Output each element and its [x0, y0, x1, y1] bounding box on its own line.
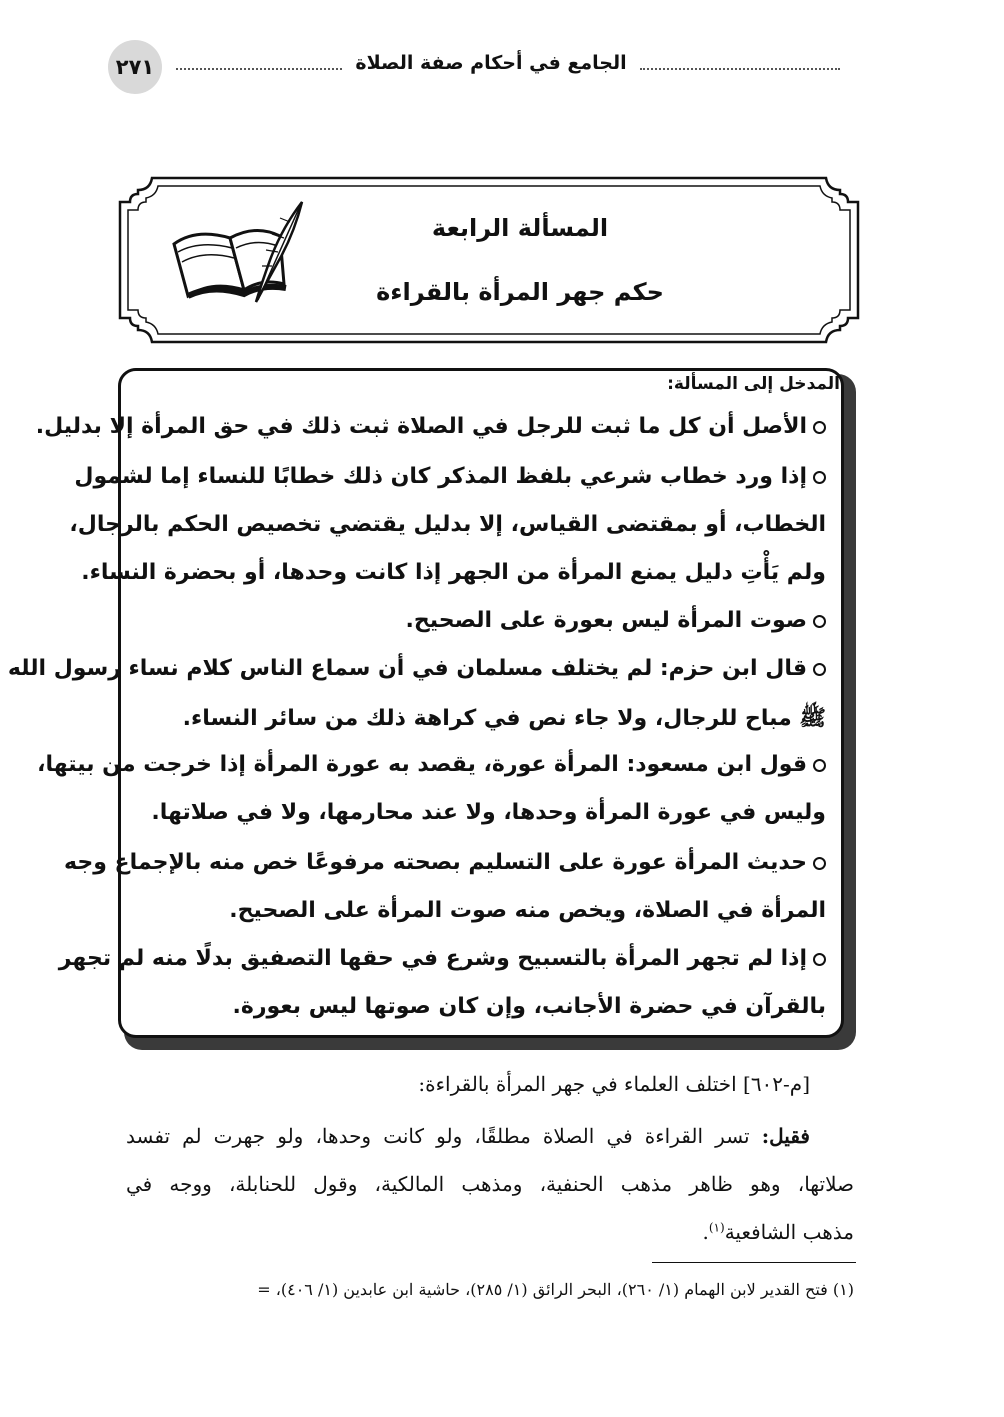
intro-point: صوت المرأة ليس بعورة على الصحيح. [136, 608, 826, 644]
circle-bullet-icon [813, 471, 826, 484]
intro-line: ﷺ مباح للرجال، ولا جاء نص في كراهة ذلك من سائر النساء. [182, 706, 826, 731]
book-quill-icon [166, 198, 316, 310]
intro-line: بالقرآن في حضرة الأجانب، وإن كان صوتها ليس بعورة. [232, 994, 826, 1019]
circle-bullet-icon [813, 663, 826, 676]
circle-bullet-icon [813, 615, 826, 628]
intro-point: قال ابن حزم: لم يختلف مسلمان في أن سماع الناس كلام نساء رسول الله [136, 656, 826, 692]
intro-heading: المدخل إلى المسألة: [667, 374, 840, 394]
intro-point: الأصل أن كل ما ثبت للرجل في الصلاة ثبت ذلك في حق المرأة إلا بدليل. [136, 414, 826, 450]
body-line: فقيل: تسر القراءة في الصلاة مطلقًا، ولو كانت وحدها، ولو جهرت لم تفسد [126, 1124, 810, 1148]
intro-point: إذا ورد خطاب شرعي بلفظ المذكر كان ذلك خطابًا للنساء إما لشمول [136, 464, 826, 500]
intro-point: إذا لم تجهر المرأة بالتسبيح وشرع في حقها التصفيق بدلًا منه لم تجهر [136, 946, 826, 982]
page-number: ٢٧١ [108, 40, 162, 94]
circle-bullet-icon [813, 857, 826, 870]
body-line: صلاتها، وهو ظاهر مذهب الحنفية، ومذهب المالكية، وقول للحنابلة، ووجه في [126, 1172, 854, 1196]
intro-line: ولم يَأْتِ دليل يمنع المرأة من الجهر إذا كانت وحدها، أو بحضرة النساء. [81, 560, 826, 585]
footnote: (١) فتح القدير لابن الهمام (١/ ٢٦٠)، البحر الرائق (١/ ٢٨٥)، حاشية ابن عابدين (١/ ٤٠٦)، = [257, 1280, 854, 1299]
issue-title: المسألة الرابعة [431, 214, 609, 242]
intro-line: المرأة في الصلاة، ويخص منه صوت المرأة على الصحيح. [229, 898, 826, 923]
footnote-rule [652, 1262, 856, 1263]
body-line: مذهب الشافعية$^{(١)}$. [702, 1220, 854, 1244]
header-dotted-rule-right [640, 68, 840, 70]
footnote-ref: (١) [708, 1220, 725, 1235]
running-title: الجامع في أحكام صفة الصلاة [355, 52, 627, 74]
intro-line: الخطاب، أو بمقتضى القياس، إلا بدليل يقتضي تخصيص الحكم بالرجال، [69, 512, 826, 537]
circle-bullet-icon [813, 421, 826, 434]
body-line: [م-٦٠٢] اختلف العلماء في جهر المرأة بالقراءة: [418, 1072, 810, 1096]
issue-subtitle: حكم جهر المرأة بالقراءة [376, 278, 664, 306]
intro-point: قول ابن مسعود: المرأة عورة، يقصد به عورة المرأة إذا خرجت من بيتها، [136, 752, 826, 788]
intro-point: حديث المرأة عورة على التسليم بصحته مرفوعًا خص منه بالإجماع وجه [136, 850, 826, 886]
circle-bullet-icon [813, 759, 826, 772]
intro-line: وليس في عورة المرأة وحدها، ولا عند محارمها، ولا في صلاتها. [151, 800, 826, 825]
circle-bullet-icon [813, 953, 826, 966]
header-dotted-rule-left [176, 68, 342, 70]
bold-lead-word: فقيل: [761, 1124, 810, 1148]
